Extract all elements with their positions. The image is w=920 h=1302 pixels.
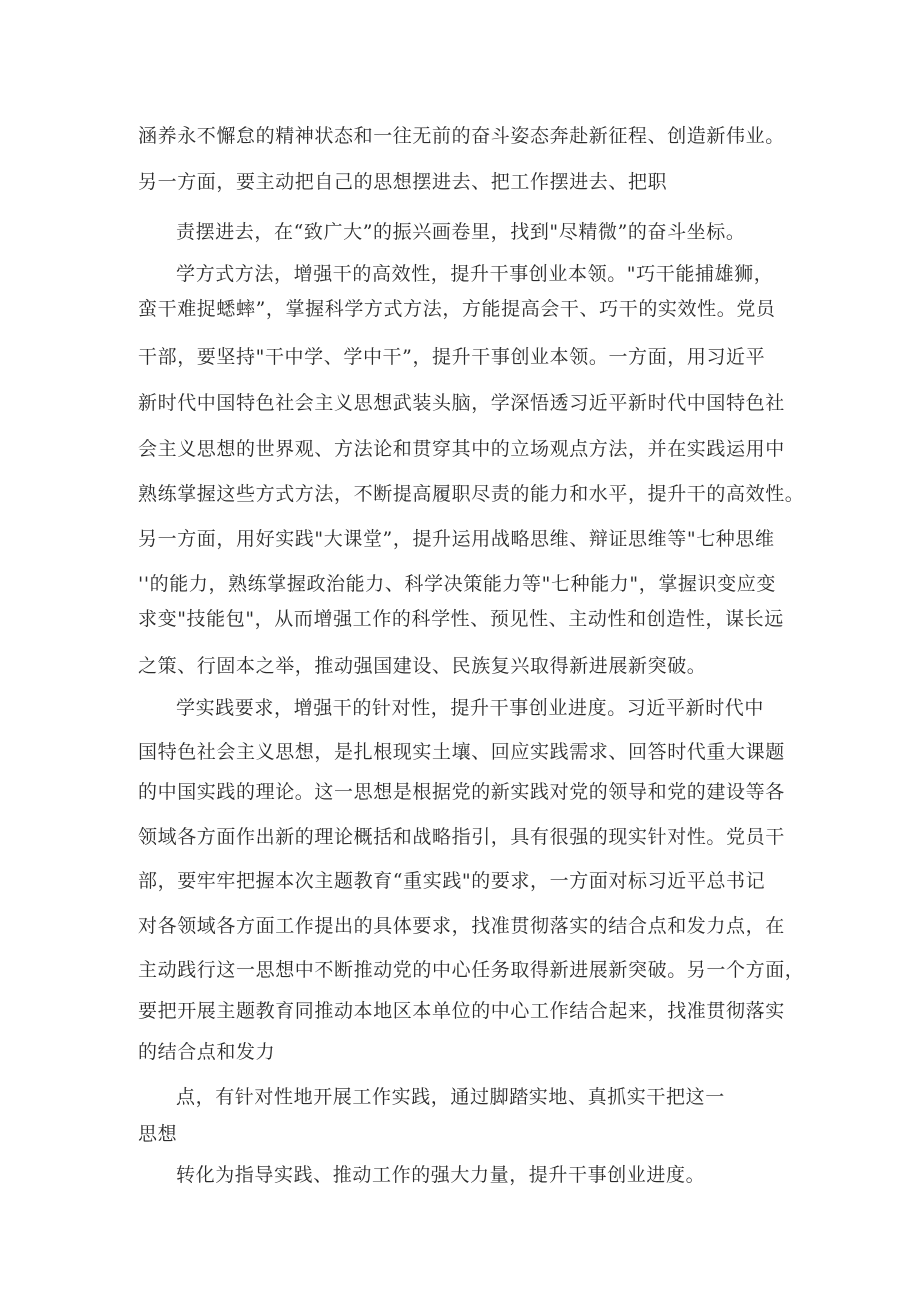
text-line: 干部，要坚持"干中学、学中干”，提升干事创业本领。一方面，用习近平 bbox=[138, 346, 766, 368]
text-line: 国特色社会主义思想，是扎根现实土壤、回应实践需求、回答时代重大课题 bbox=[138, 741, 785, 763]
text-line: 之策、行固本之举，推动强国建设、民族复兴取得新进展新突破。 bbox=[138, 655, 707, 677]
text-line: 新时代中国特色社会主义思想武装头脑，学深悟透习近平新时代中国特色社 bbox=[138, 392, 785, 414]
text-line: 学实践要求，增强干的针对性，提升干事创业进度。习近平新时代中 bbox=[176, 697, 765, 719]
text-line: 的结合点和发力 bbox=[138, 1041, 276, 1063]
text-line: 学方式方法，增强干的高效性，提升干事创业本领。"巧干能捕雄狮， bbox=[176, 263, 774, 285]
text-line: 责摆进去，在“致广大”的振兴画卷里，找到"尽精微”的奋斗坐标。 bbox=[176, 221, 746, 243]
text-line: 蛮干难捉蟋蟀”，掌握科学方式方法，方能提高会干、巧干的实效性。党员 bbox=[138, 298, 776, 320]
text-line: 部，要牢牢把握本次主题教育“重实践"的要求，一方面对标习近平总书记 bbox=[138, 870, 766, 892]
text-line: 主动践行这一思想中不断推动党的中心任务取得新进展新突破。另一个方面， bbox=[138, 959, 805, 981]
text-line: 涵养永不懈怠的精神状态和一往无前的奋斗姿态奔赴新征程、创造新伟业。 bbox=[138, 125, 785, 147]
text-line: 对各领域各方面工作提出的具体要求，找准贯彻落实的结合点和发力点，在 bbox=[138, 915, 785, 937]
text-line: 求变"技能包"，从而增强工作的科学性、预见性、主动性和创造性，谋长远 bbox=[138, 608, 784, 630]
text-line: 转化为指导实践、推动工作的强大力量，提升干事创业进度。 bbox=[176, 1164, 706, 1186]
text-line: 的中国实践的理论。这一思想是根据党的新实践对党的领导和党的建设等各 bbox=[138, 781, 785, 803]
text-line: 熟练掌握这些方式方法，不断提高履职尽责的能力和水平，提升干的高效性。 bbox=[138, 483, 805, 505]
text-line: 另一方面，用好实践"大课堂”，提升运用战略思维、辩证思维等"七种思维 bbox=[138, 528, 775, 550]
text-line: 思想 bbox=[138, 1123, 178, 1145]
text-line: 领域各方面作出新的理论概括和战略指引，具有很强的现实针对性。党员干 bbox=[138, 826, 785, 848]
text-line: 要把开展主题教育同推动本地区本单位的中心工作结合起来，找准贯彻落实 bbox=[138, 1000, 785, 1022]
text-line: 点，有针对性地开展工作实践，通过脚踏实地、真抓实干把这一 bbox=[176, 1086, 725, 1108]
text-line: 会主义思想的世界观、方法论和贯穿其中的立场观点方法，并在实践运用中 bbox=[138, 438, 785, 460]
text-line: 另一方面，要主动把自己的思想摆进去、把工作摆进去、把职 bbox=[138, 171, 668, 193]
text-line: ''的能力，熟练掌握政治能力、科学决策能力等"七种能力"，掌握识变应变 bbox=[138, 573, 776, 595]
